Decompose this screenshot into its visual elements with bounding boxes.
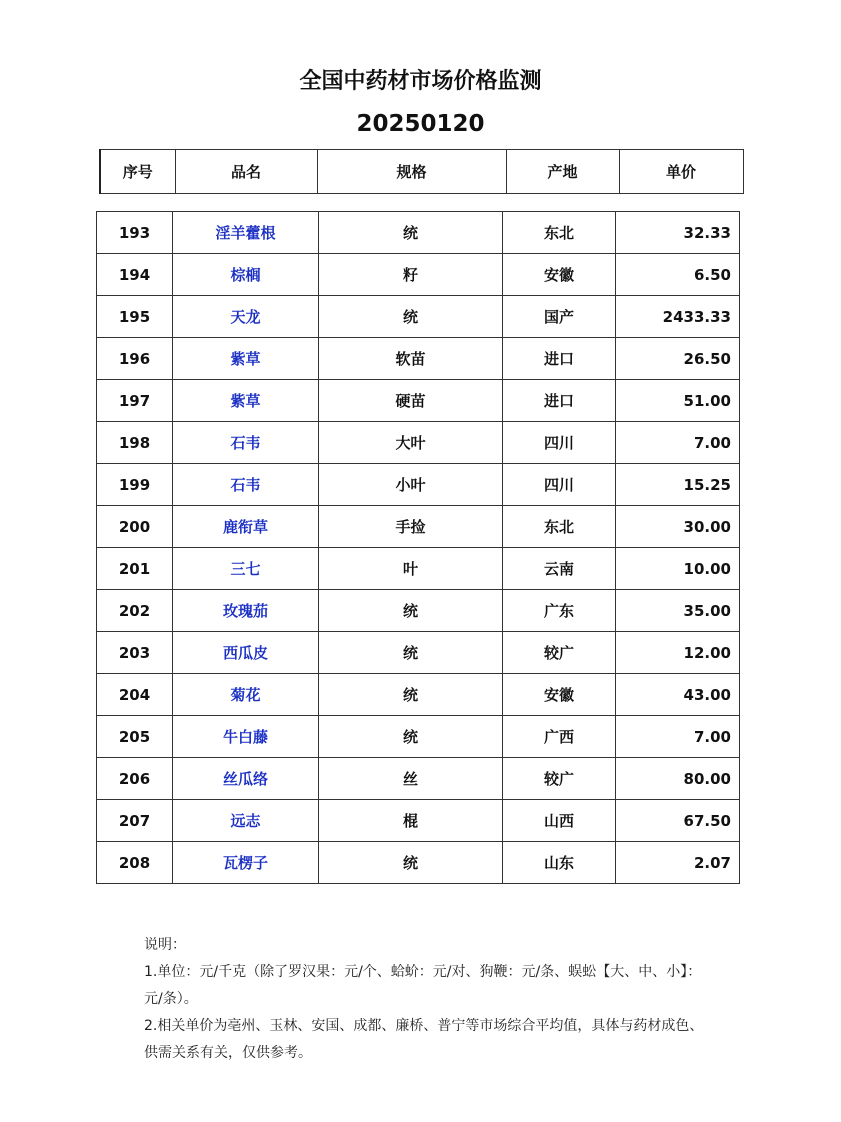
cell-spec: 棍 — [319, 800, 503, 842]
cell-name: 丝瓜络 — [173, 758, 319, 800]
cell-origin: 四川 — [503, 464, 616, 506]
cell-name: 石韦 — [173, 464, 319, 506]
cell-spec: 硬苗 — [319, 380, 503, 422]
cell-no: 205 — [97, 716, 173, 758]
notes-line-source: 2.相关单价为亳州、玉林、安国、成都、廉桥、普宁等市场综合平均值，具体与药材成色、供需关系有关，仅供参考。 — [144, 1018, 704, 1061]
cell-spec: 统 — [319, 632, 503, 674]
table-row — [97, 674, 740, 716]
cell-price: 32.33 — [616, 212, 740, 254]
cell-spec: 手捡 — [319, 506, 503, 548]
cell-origin: 云南 — [503, 548, 616, 590]
cell-spec: 统 — [319, 212, 503, 254]
cell-no: 198 — [97, 422, 173, 464]
column-header-name: 品名 — [175, 150, 317, 194]
column-header-price: 单价 — [619, 150, 743, 194]
cell-origin: 安徽 — [503, 254, 616, 296]
table-row — [97, 464, 740, 506]
cell-no: 199 — [97, 464, 173, 506]
cell-no: 196 — [97, 338, 173, 380]
cell-origin: 山东 — [503, 842, 616, 884]
cell-spec: 统 — [319, 590, 503, 632]
page-title: 全国中药材市场价格监测 — [299, 69, 542, 94]
cell-spec: 软苗 — [319, 338, 503, 380]
cell-name: 玫瑰茄 — [173, 590, 319, 632]
table-row — [97, 590, 740, 632]
cell-name: 棕榈 — [173, 254, 319, 296]
cell-spec: 统 — [319, 842, 503, 884]
cell-origin: 进口 — [503, 338, 616, 380]
cell-no: 207 — [97, 800, 173, 842]
cell-name: 紫草 — [173, 380, 319, 422]
cell-origin: 东北 — [503, 212, 616, 254]
cell-price: 6.50 — [616, 254, 740, 296]
cell-name: 瓦楞子 — [173, 842, 319, 884]
cell-price: 12.00 — [616, 632, 740, 674]
cell-no: 208 — [97, 842, 173, 884]
cell-name: 淫羊藿根 — [173, 212, 319, 254]
cell-spec: 小叶 — [319, 464, 503, 506]
table-row — [97, 338, 740, 380]
cell-name: 牛白藤 — [173, 716, 319, 758]
cell-name: 菊花 — [173, 674, 319, 716]
cell-price: 26.50 — [616, 338, 740, 380]
table-row — [97, 842, 740, 884]
cell-spec: 统 — [319, 296, 503, 338]
cell-name: 远志 — [173, 800, 319, 842]
price-table — [96, 211, 740, 884]
cell-origin: 广西 — [503, 716, 616, 758]
table-row — [97, 296, 740, 338]
cell-price: 43.00 — [616, 674, 740, 716]
cell-origin: 国产 — [503, 296, 616, 338]
cell-spec: 丝 — [319, 758, 503, 800]
cell-spec: 大叶 — [319, 422, 503, 464]
cell-price: 30.00 — [616, 506, 740, 548]
cell-origin: 四川 — [503, 422, 616, 464]
table-row — [97, 800, 740, 842]
column-header-spec: 规格 — [317, 150, 506, 194]
cell-price: 2433.33 — [616, 296, 740, 338]
notes-heading: 说明： — [144, 937, 186, 953]
cell-no: 206 — [97, 758, 173, 800]
cell-price: 35.00 — [616, 590, 740, 632]
cell-no: 202 — [97, 590, 173, 632]
cell-price: 7.00 — [616, 716, 740, 758]
cell-price: 7.00 — [616, 422, 740, 464]
cell-price: 67.50 — [616, 800, 740, 842]
cell-no: 193 — [97, 212, 173, 254]
cell-origin: 进口 — [503, 380, 616, 422]
table-row — [97, 212, 740, 254]
cell-price: 10.00 — [616, 548, 740, 590]
table-row — [97, 548, 740, 590]
cell-name: 三七 — [173, 548, 319, 590]
cell-no: 200 — [97, 506, 173, 548]
cell-spec: 籽 — [319, 254, 503, 296]
cell-origin: 广东 — [503, 590, 616, 632]
cell-no: 195 — [97, 296, 173, 338]
table-row — [97, 254, 740, 296]
cell-origin: 山西 — [503, 800, 616, 842]
table-row — [97, 632, 740, 674]
table-row — [97, 422, 740, 464]
cell-origin: 较广 — [503, 758, 616, 800]
notes-line-unit: 1.单位：元/千克（除了罗汉果：元/个、蛤蚧：元/对、狗鞭：元/条、蜈蚣【大、中、小】：元/条）。 — [144, 964, 702, 1007]
notes-section — [144, 932, 704, 1067]
column-header-table — [99, 149, 744, 194]
price-table-body — [97, 212, 740, 884]
table-row — [97, 758, 740, 800]
cell-no: 194 — [97, 254, 173, 296]
cell-no: 197 — [97, 380, 173, 422]
table-row — [97, 380, 740, 422]
table-row — [97, 506, 740, 548]
cell-spec: 统 — [319, 716, 503, 758]
cell-name: 石韦 — [173, 422, 319, 464]
cell-origin: 东北 — [503, 506, 616, 548]
column-header-no: 序号 — [100, 150, 175, 194]
cell-name: 紫草 — [173, 338, 319, 380]
cell-price: 2.07 — [616, 842, 740, 884]
column-header-row — [100, 150, 743, 194]
cell-spec: 叶 — [319, 548, 503, 590]
cell-spec: 统 — [319, 674, 503, 716]
cell-name: 西瓜皮 — [173, 632, 319, 674]
cell-no: 204 — [97, 674, 173, 716]
table-row — [97, 716, 740, 758]
cell-no: 201 — [97, 548, 173, 590]
cell-origin: 安徽 — [503, 674, 616, 716]
cell-name: 天龙 — [173, 296, 319, 338]
cell-no: 203 — [97, 632, 173, 674]
report-date: 20250120 — [356, 111, 485, 137]
cell-name: 鹿衔草 — [173, 506, 319, 548]
column-header-origin: 产地 — [506, 150, 619, 194]
cell-origin: 较广 — [503, 632, 616, 674]
cell-price: 15.25 — [616, 464, 740, 506]
cell-price: 80.00 — [616, 758, 740, 800]
cell-price: 51.00 — [616, 380, 740, 422]
